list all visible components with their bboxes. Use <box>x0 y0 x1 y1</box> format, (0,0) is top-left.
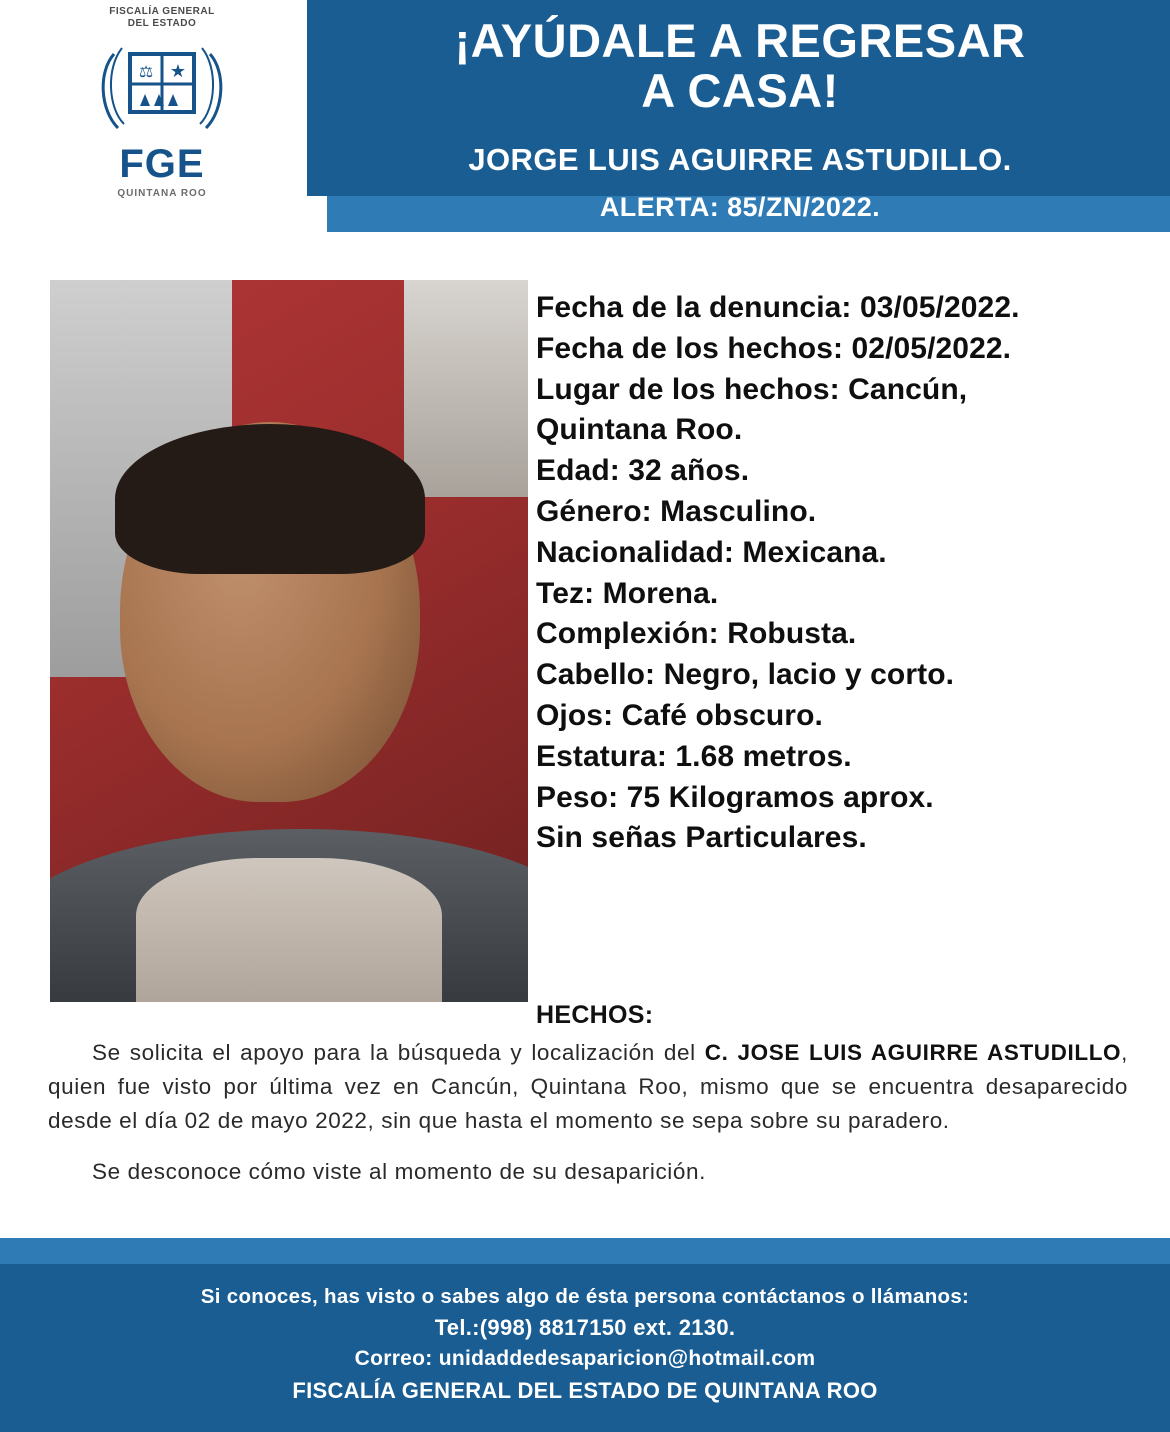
logo-subtitle: QUINTANA ROO <box>117 188 207 199</box>
facts-paragraph-1 <box>48 1036 1128 1137</box>
detail-item: Ojos: Café obscuro. <box>536 698 823 732</box>
facts-p1-part2: , quien fue visto por última vez en Cancún, Quintana Roo, mismo que se encuentra desaparecido desde el día 02 de mayo 2022, sin que hasta el momento se sepa sobre su paradero. <box>48 1040 1128 1133</box>
detail-item: Edad: 32 años. <box>536 454 750 488</box>
detail-item: Estatura: 1.68 metros. <box>536 739 852 773</box>
facts-paragraph-2: Se desconoce cómo viste al momento de su desaparición. <box>92 1159 706 1185</box>
detail-item: Lugar de los hechos: Cancún, <box>536 372 968 406</box>
facts-p1-bold-name: C. JOSE LUIS AGUIRRE ASTUDILLO <box>704 1040 1122 1065</box>
facts-heading: HECHOS: <box>536 1001 654 1029</box>
detail-item: Sin señas Particulares. <box>536 821 867 855</box>
svg-text:⚖: ⚖ <box>138 64 154 81</box>
logo-acronym: FGE <box>119 142 205 186</box>
detail-item: Cabello: Negro, lacio y corto. <box>536 658 955 692</box>
poster-body <box>0 228 1170 1238</box>
detail-item: Género: Masculino. <box>536 494 817 528</box>
photo-hair <box>115 424 425 574</box>
poster-title <box>320 16 1160 116</box>
footer-contact-block <box>0 1264 1170 1432</box>
missing-person-name: JORGE LUIS AGUIRRE ASTUDILLO. <box>468 142 1012 177</box>
footer-email: Correo: unidaddedesaparicion@hotmail.com <box>354 1347 816 1371</box>
facts-p1-part1: Se solicita el apoyo para la búsqueda y localización del <box>92 1040 705 1065</box>
alert-code: ALERTA: 85/ZN/2022. <box>599 192 881 222</box>
detail-item: Fecha de los hechos: 02/05/2022. <box>536 331 1012 365</box>
logo-top-text-line1: FISCALÍA GENERAL <box>109 6 215 17</box>
facts-text <box>48 1036 1128 1207</box>
person-details-list <box>536 288 1161 859</box>
footer-call-to-action: Si conoces, has visto o sabes algo de ésta persona contáctanos o llámanos: <box>200 1285 970 1308</box>
detail-item: Quintana Roo. <box>536 413 743 447</box>
footer-strip <box>0 1238 1170 1264</box>
coat-of-arms-icon <box>92 32 232 150</box>
logo-top-text-line2: DEL ESTADO <box>127 17 197 29</box>
detail-item: Fecha de la denuncia: 03/05/2022. <box>536 291 1020 324</box>
footer-institution: FISCALÍA GENERAL DEL ESTADO DE QUINTANA ROO <box>292 1377 878 1403</box>
poster-title-line1: ¡AYÚDALE A REGRESAR <box>454 14 1026 67</box>
poster-title-line2: A CASA! <box>641 63 839 117</box>
footer-phone: Tel.:(998) 8817150 ext. 2130. <box>434 1314 736 1340</box>
detail-item: Peso: 75 Kilogramos aprox. <box>536 780 934 814</box>
detail-item: Complexión: Robusta. <box>536 617 857 651</box>
poster-header <box>0 0 1170 228</box>
photo-wall-right <box>404 280 528 497</box>
svg-text:★: ★ <box>169 61 187 81</box>
poster-footer <box>0 1238 1170 1432</box>
missing-person-photo <box>50 280 528 1002</box>
detail-item: Nacionalidad: Mexicana. <box>536 535 887 569</box>
fge-logo <box>62 6 262 199</box>
detail-item: Tez: Morena. <box>536 576 719 610</box>
photo-shirt <box>136 858 442 1002</box>
